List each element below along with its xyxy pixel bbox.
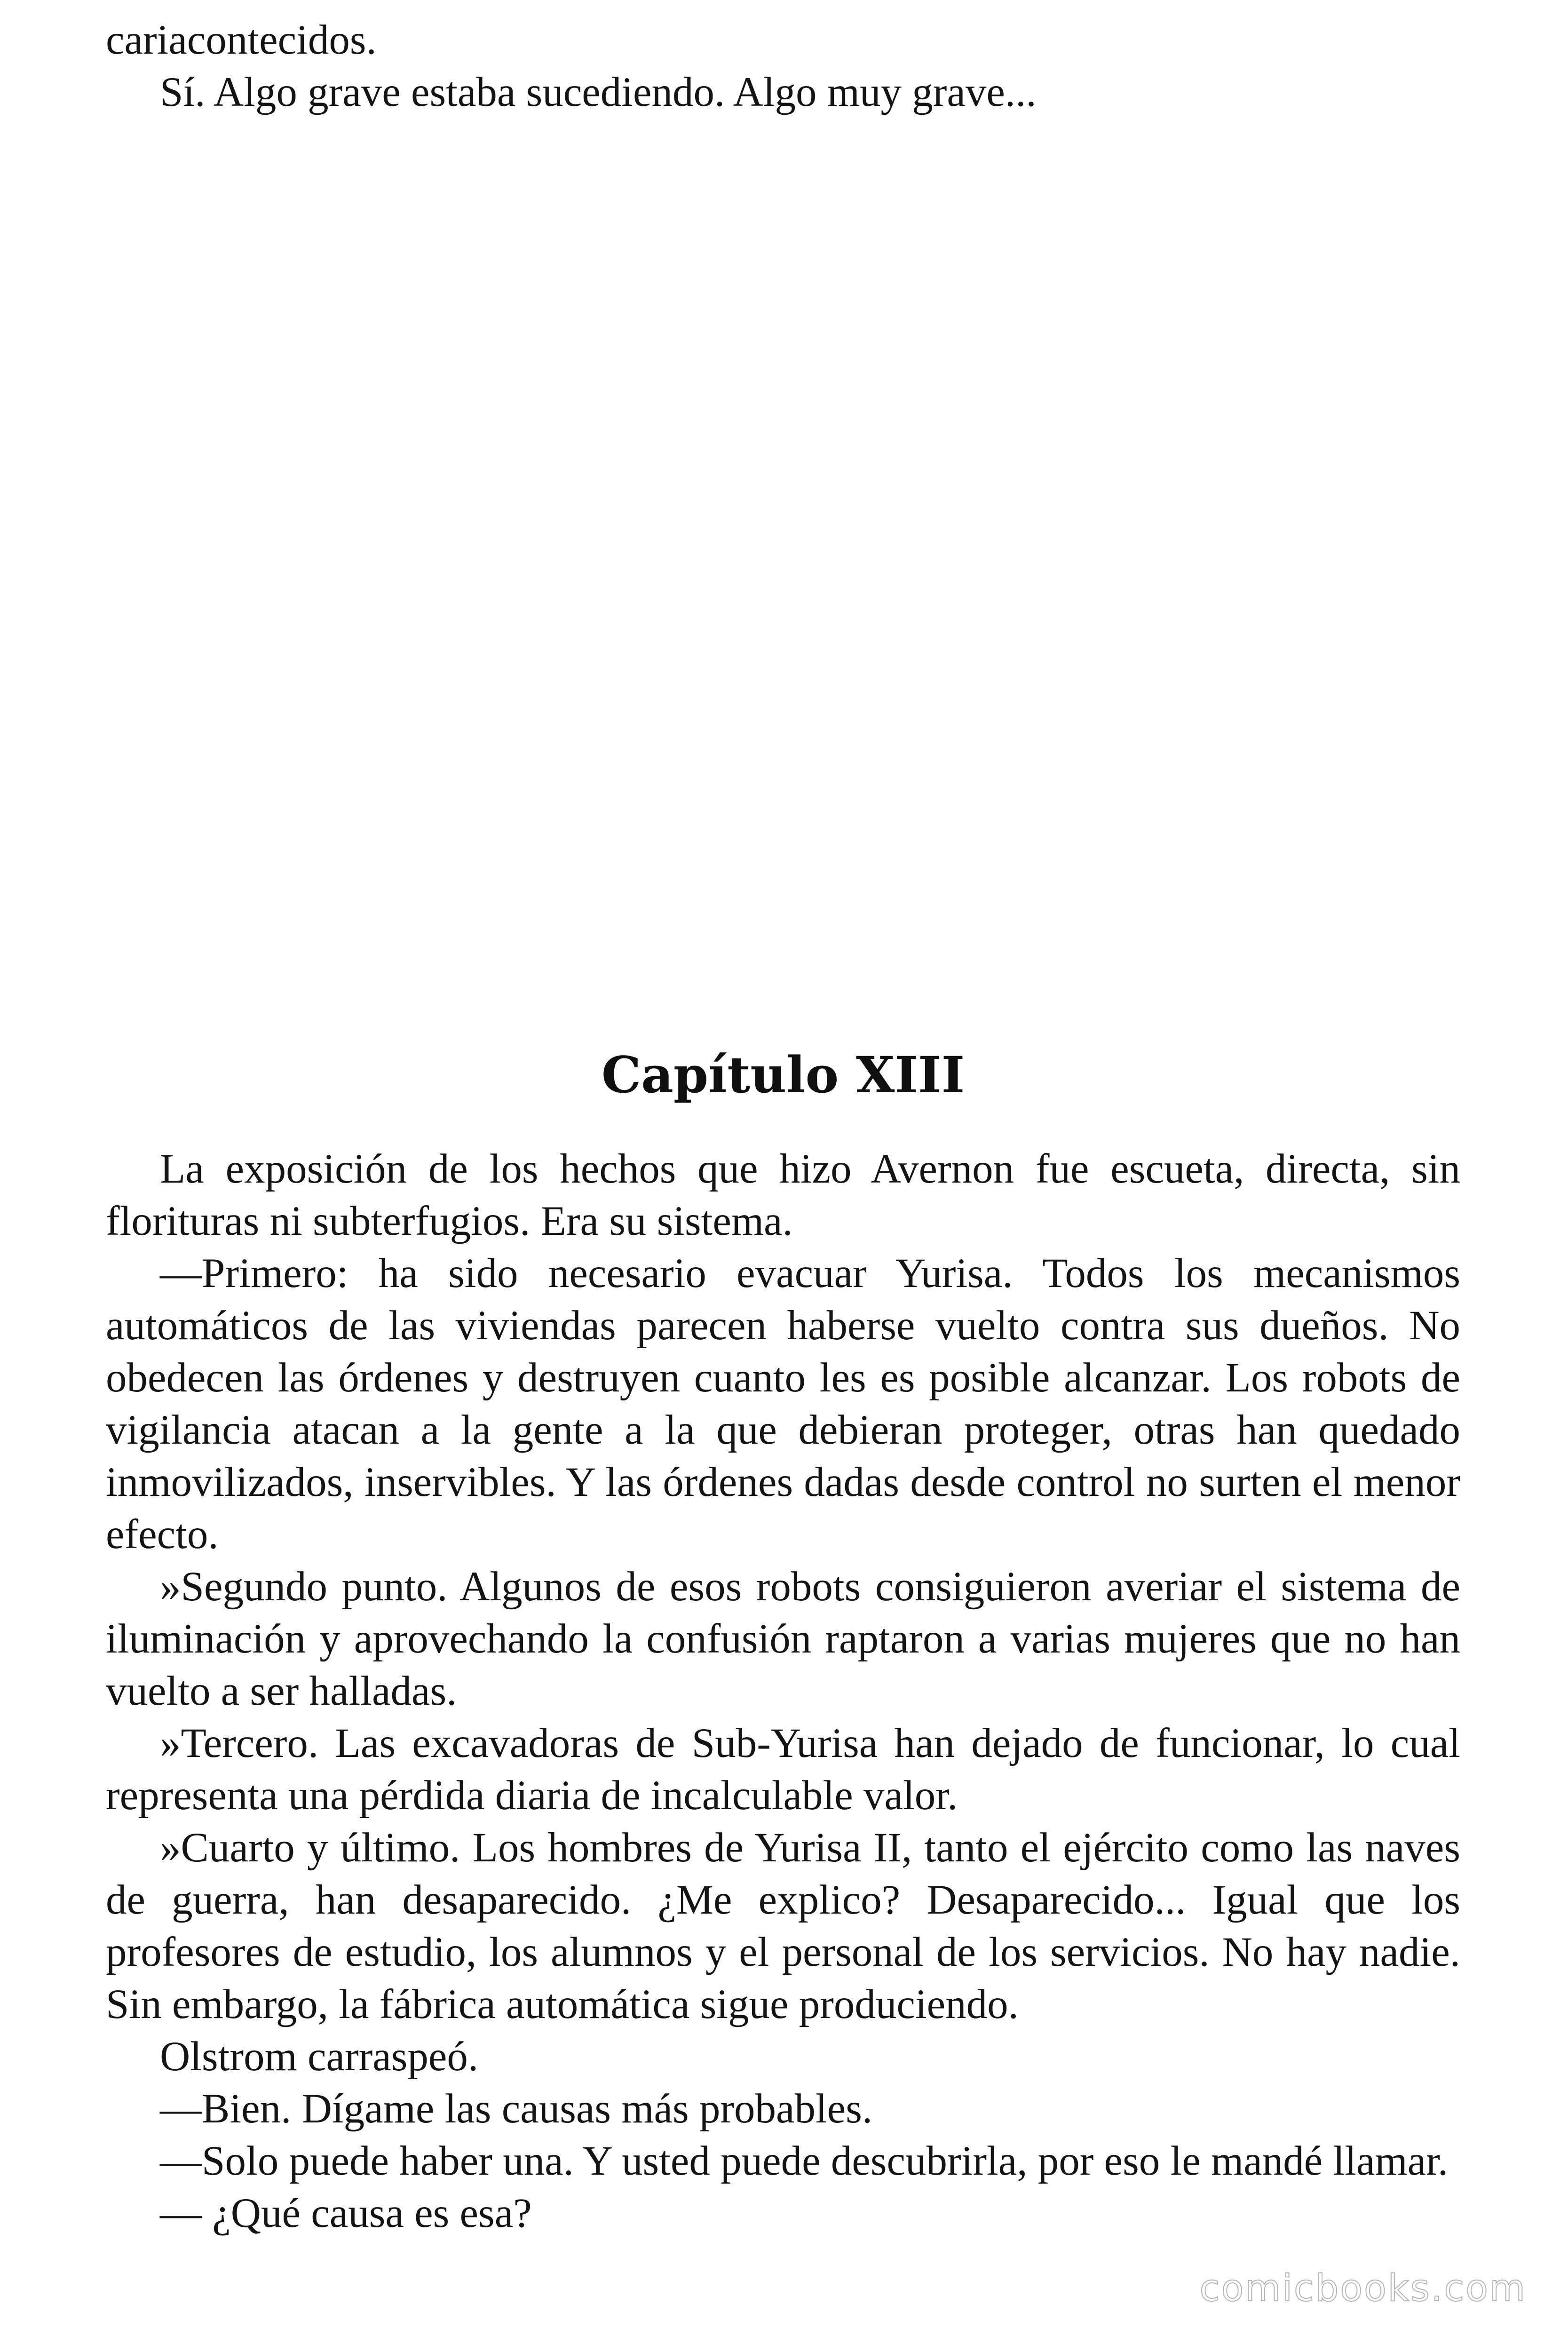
paragraph: — ¿Qué causa es esa? [160,2190,532,2236]
paragraph: —Bien. Dígame las causas más probables. [160,2086,873,2132]
paragraph: —Primero: ha sido necesario evacuar Yurisa. Todos los mecanismos automáticos de las viviendas parecen haberse vuelto contra sus dueños. No obedecen las órdenes y destruyen cuanto les es posible alcanzar. Los robots de vigilancia atacan a la gente a la que debieran proteger, otras han quedado inmovilizados, inservibles. Y las órdenes dadas desde control no surten el menor efecto. [106,1250,1460,1557]
chapter-title: Capítulo XIII [601,1045,965,1104]
paragraph: »Segundo punto. Algunos de esos robots consiguieron averiar el sistema de iluminación y aprovechando la confusión raptaron a varias mujeres que no han vuelto a ser halladas. [106,1564,1460,1714]
watermark: comicbooks.com [1199,2267,1527,2310]
paragraph: Olstrom carraspeó. [160,2034,479,2080]
paragraph: »Cuarto y último. Los hombres de Yurisa II, tanto el ejército como las naves de guerra, han desaparecido. ¿Me explico? Desaparecido... Igual que los profesores de estudio, los alumnos y el personal de los servicios. No hay nadie. Sin embargo, la fábrica automática sigue produciendo. [106,1825,1460,2027]
chapter-body [106,1143,1460,2240]
paragraph: Sí. Algo grave estaba sucediendo. Algo muy grave... [160,69,1037,115]
paragraph: »Tercero. Las excavadoras de Sub-Yurisa han dejado de funcionar, lo cual representa una pérdida diaria de incalculable valor. [106,1720,1460,1819]
paragraph: cariacontecidos. [106,17,377,63]
paragraph: La exposición de los hechos que hizo Avernon fue escueta, directa, sin florituras ni subterfugios. Era su sistema. [106,1146,1460,1244]
paragraph: —Solo puede haber una. Y usted puede descubrirla, por eso le mandé llamar. [160,2138,1449,2184]
previous-chapter-ending [106,14,1460,119]
